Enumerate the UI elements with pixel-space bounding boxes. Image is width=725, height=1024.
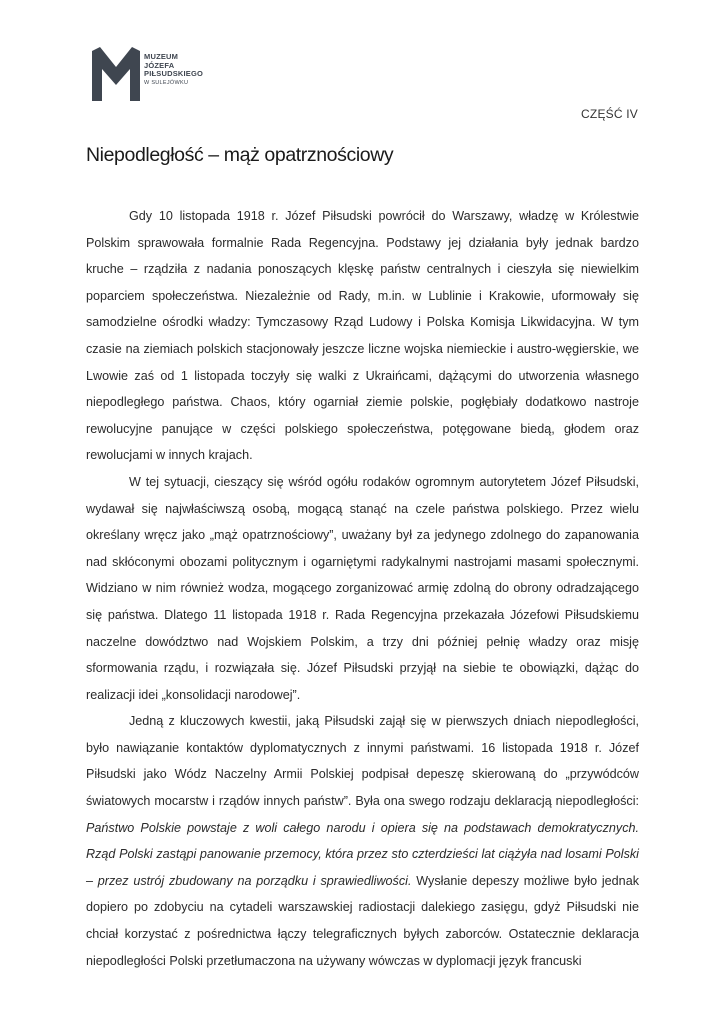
- logo-line-2: JÓZEFA: [144, 60, 175, 70]
- part-label: CZĘŚĆ IV: [581, 107, 638, 121]
- logo-line-4: W SULEJÓWKU: [144, 79, 189, 86]
- museum-logo: [92, 47, 203, 101]
- logo-line-3: PIŁSUDSKIEGO: [144, 69, 204, 78]
- museum-logo-text: [144, 53, 203, 87]
- page-title: Niepodległość – mąż opatrznościowy: [86, 144, 394, 166]
- logo-line-1: MUZEUM: [144, 52, 179, 61]
- paragraph-1: Gdy 10 listopada 1918 r. Józef Piłsudski powrócił do Warszawy, władzę w Królestwie Polskim sprawowała formalnie Rada Regencyjna. Podstawy jej działania były jednak bardzo kruche – rządziła z nadania ponoszących klęskę państw centralnych i cieszyła się niewielkim poparciem społeczeństwa. Niezależnie od Rady, m.in. w Lublinie i Krakowie, uformowały się samodzielne ośrodki władzy: Tymczasowy Rząd Ludowy i Polska Komisja Likwidacyjna. W tym czasie na ziemiach polskich stacjonowały jeszcze liczne wojska niemieckie i austro-węgierskie, we Lwowie zaś od 1 listopada toczyły się walki z Ukraińcami, dążącymi do utworzenia własnego niepodległego państwa. Chaos, który ogarniał ziemie polskie, pogłębiały dodatkowo nastroje rewolucyjne panujące w części polskiego społeczeństwa, potęgowane biedą, głodem oraz rewolucjami w innych krajach.: [86, 209, 639, 463]
- paragraph-3-intro: Jedną z kluczowych kwestii, jaką Piłsudski zajął się w pierwszych dniach niepodległości, było nawiązanie kontaktów dyplomatycznych z innymi państwami. 16 listopada 1918 r. Józef Piłsudski jako Wódz Naczelny Armii Polskiej podpisał depeszę skierowaną do „przywódców światowych mocarstw i rządów innych państw”. Była ona swego rodzaju deklaracją niepodległości:: [86, 714, 639, 809]
- declaration-quote: Państwo Polskie powstaje z woli całego narodu i opiera się na podstawach demokratycznych. Rząd Polski zastąpi panowanie przemocy, która przez sto czterdzieści lat ciążyła nad losami Polski – przez ustrój zbudowany na porządku i sprawiedliwości.: [86, 820, 639, 888]
- paragraph-2: W tej sytuacji, cieszący się wśród ogółu rodaków ogromnym autorytetem Józef Piłsudski, wydawał się najwłaściwszą osobą, mogącą stanąć na czele państwa polskiego. Przez wielu określany wręcz jako „mąż opatrznościowy”, uważany był za jedynego zdolnego do zapanowania nad skłóconymi obozami politycznym i ogarniętymi radykalnymi nastrojami masami społecznymi. Widziano w nim również wodza, mogącego zorganizować armię zdolną do obrony odradzającego się państwa. Dlatego 11 listopada 1918 r. Rada Regencyjna przekazała Józefowi Piłsudskiemu naczelne dowództwo nad Wojskiem Polskim, a trzy dni później pełnię władzy oraz misję sformowania rządu, i rozwiązała się. Józef Piłsudski przyjął na siebie te obowiązki, dążąc do realizacji idei „konsolidacji narodowej”.: [86, 474, 639, 702]
- museum-logo-m-icon: [92, 47, 140, 101]
- article-body: [86, 203, 639, 974]
- paragraph-3: [86, 708, 639, 974]
- paragraph-3-continuation: Wysłanie depeszy możliwe było jednak dopiero po zdobyciu na cytadeli warszawskiej radiostacji dalekiego zasięgu, gdyż Piłsudski nie chciał korzystać z pośrednictwa łączy telegraficznych byłych zaborców. Ostatecznie deklaracja niepodległości Polski przetłumaczona na używany wówczas w dyplomacji język francuski: [86, 873, 639, 968]
